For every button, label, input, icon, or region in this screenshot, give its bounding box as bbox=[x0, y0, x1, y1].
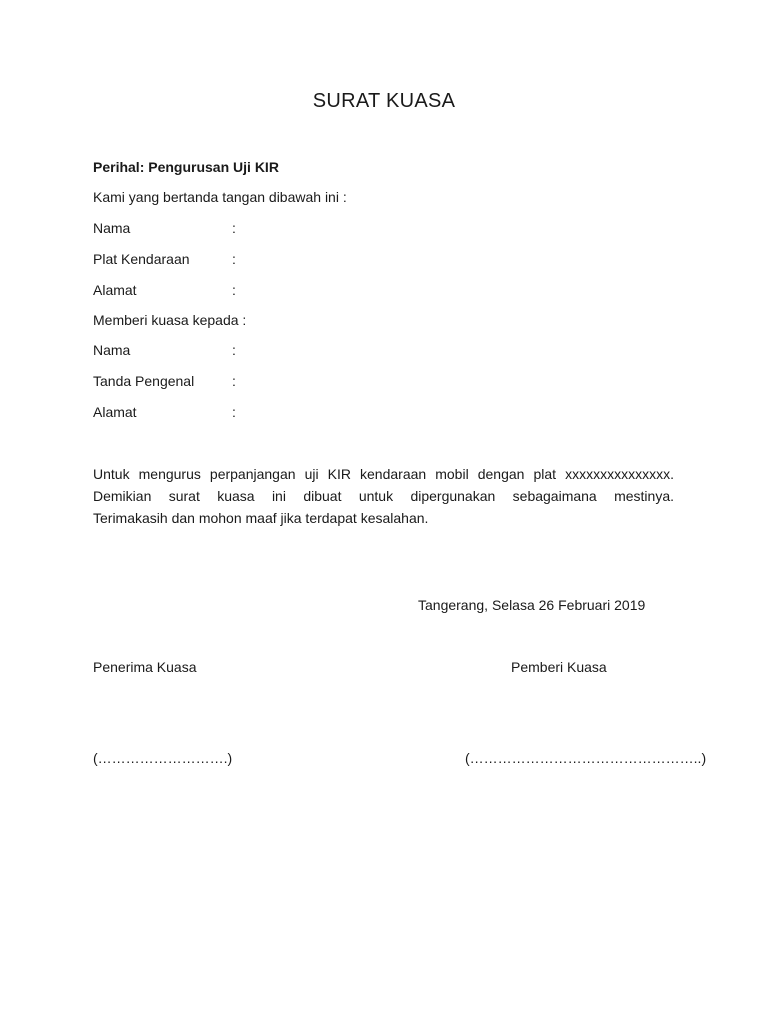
grant-statement: Memberi kuasa kepada : bbox=[93, 312, 247, 328]
grantor-signature-line: (…………………………………………..) bbox=[465, 750, 707, 766]
grantor-address-label: Alamat bbox=[93, 282, 137, 298]
grantor-name-label: Nama bbox=[93, 220, 131, 236]
grantor-address-colon: : bbox=[232, 282, 236, 298]
grantee-address-colon: : bbox=[232, 404, 236, 420]
document-title: SURAT KUASA bbox=[312, 90, 456, 112]
grantee-id-label: Tanda Pengenal bbox=[93, 373, 195, 389]
recipient-signature-label: Penerima Kuasa bbox=[93, 659, 197, 675]
intro-line: Kami yang bertanda tangan dibawah ini : bbox=[93, 189, 347, 205]
grantor-plate-colon: : bbox=[232, 251, 236, 267]
body-line-2: Demikian surat kuasa ini dibuat untuk dipergunakan sebagaimana mestinya. bbox=[93, 488, 674, 504]
body-line-3: Terimakasih dan mohon maaf jika terdapat kesalahan. bbox=[93, 510, 429, 526]
body-paragraph bbox=[93, 463, 674, 529]
body-line-1: Untuk mengurus perpanjangan uji KIR kendaraan mobil dengan plat xxxxxxxxxxxxxxx. bbox=[93, 466, 674, 482]
grantee-name-colon: : bbox=[232, 342, 236, 358]
grantee-address-label: Alamat bbox=[93, 404, 137, 420]
grantor-plate-label: Plat Kendaraan bbox=[93, 251, 190, 267]
grantee-name-label: Nama bbox=[93, 342, 131, 358]
grantee-id-colon: : bbox=[232, 373, 236, 389]
recipient-signature-line: (……………………….) bbox=[93, 750, 233, 766]
grantor-name-colon: : bbox=[232, 220, 236, 236]
subject-line: Perihal: Pengurusan Uji KIR bbox=[93, 159, 279, 175]
grantor-signature-label: Pemberi Kuasa bbox=[511, 659, 607, 675]
place-date: Tangerang, Selasa 26 Februari 2019 bbox=[418, 597, 646, 613]
